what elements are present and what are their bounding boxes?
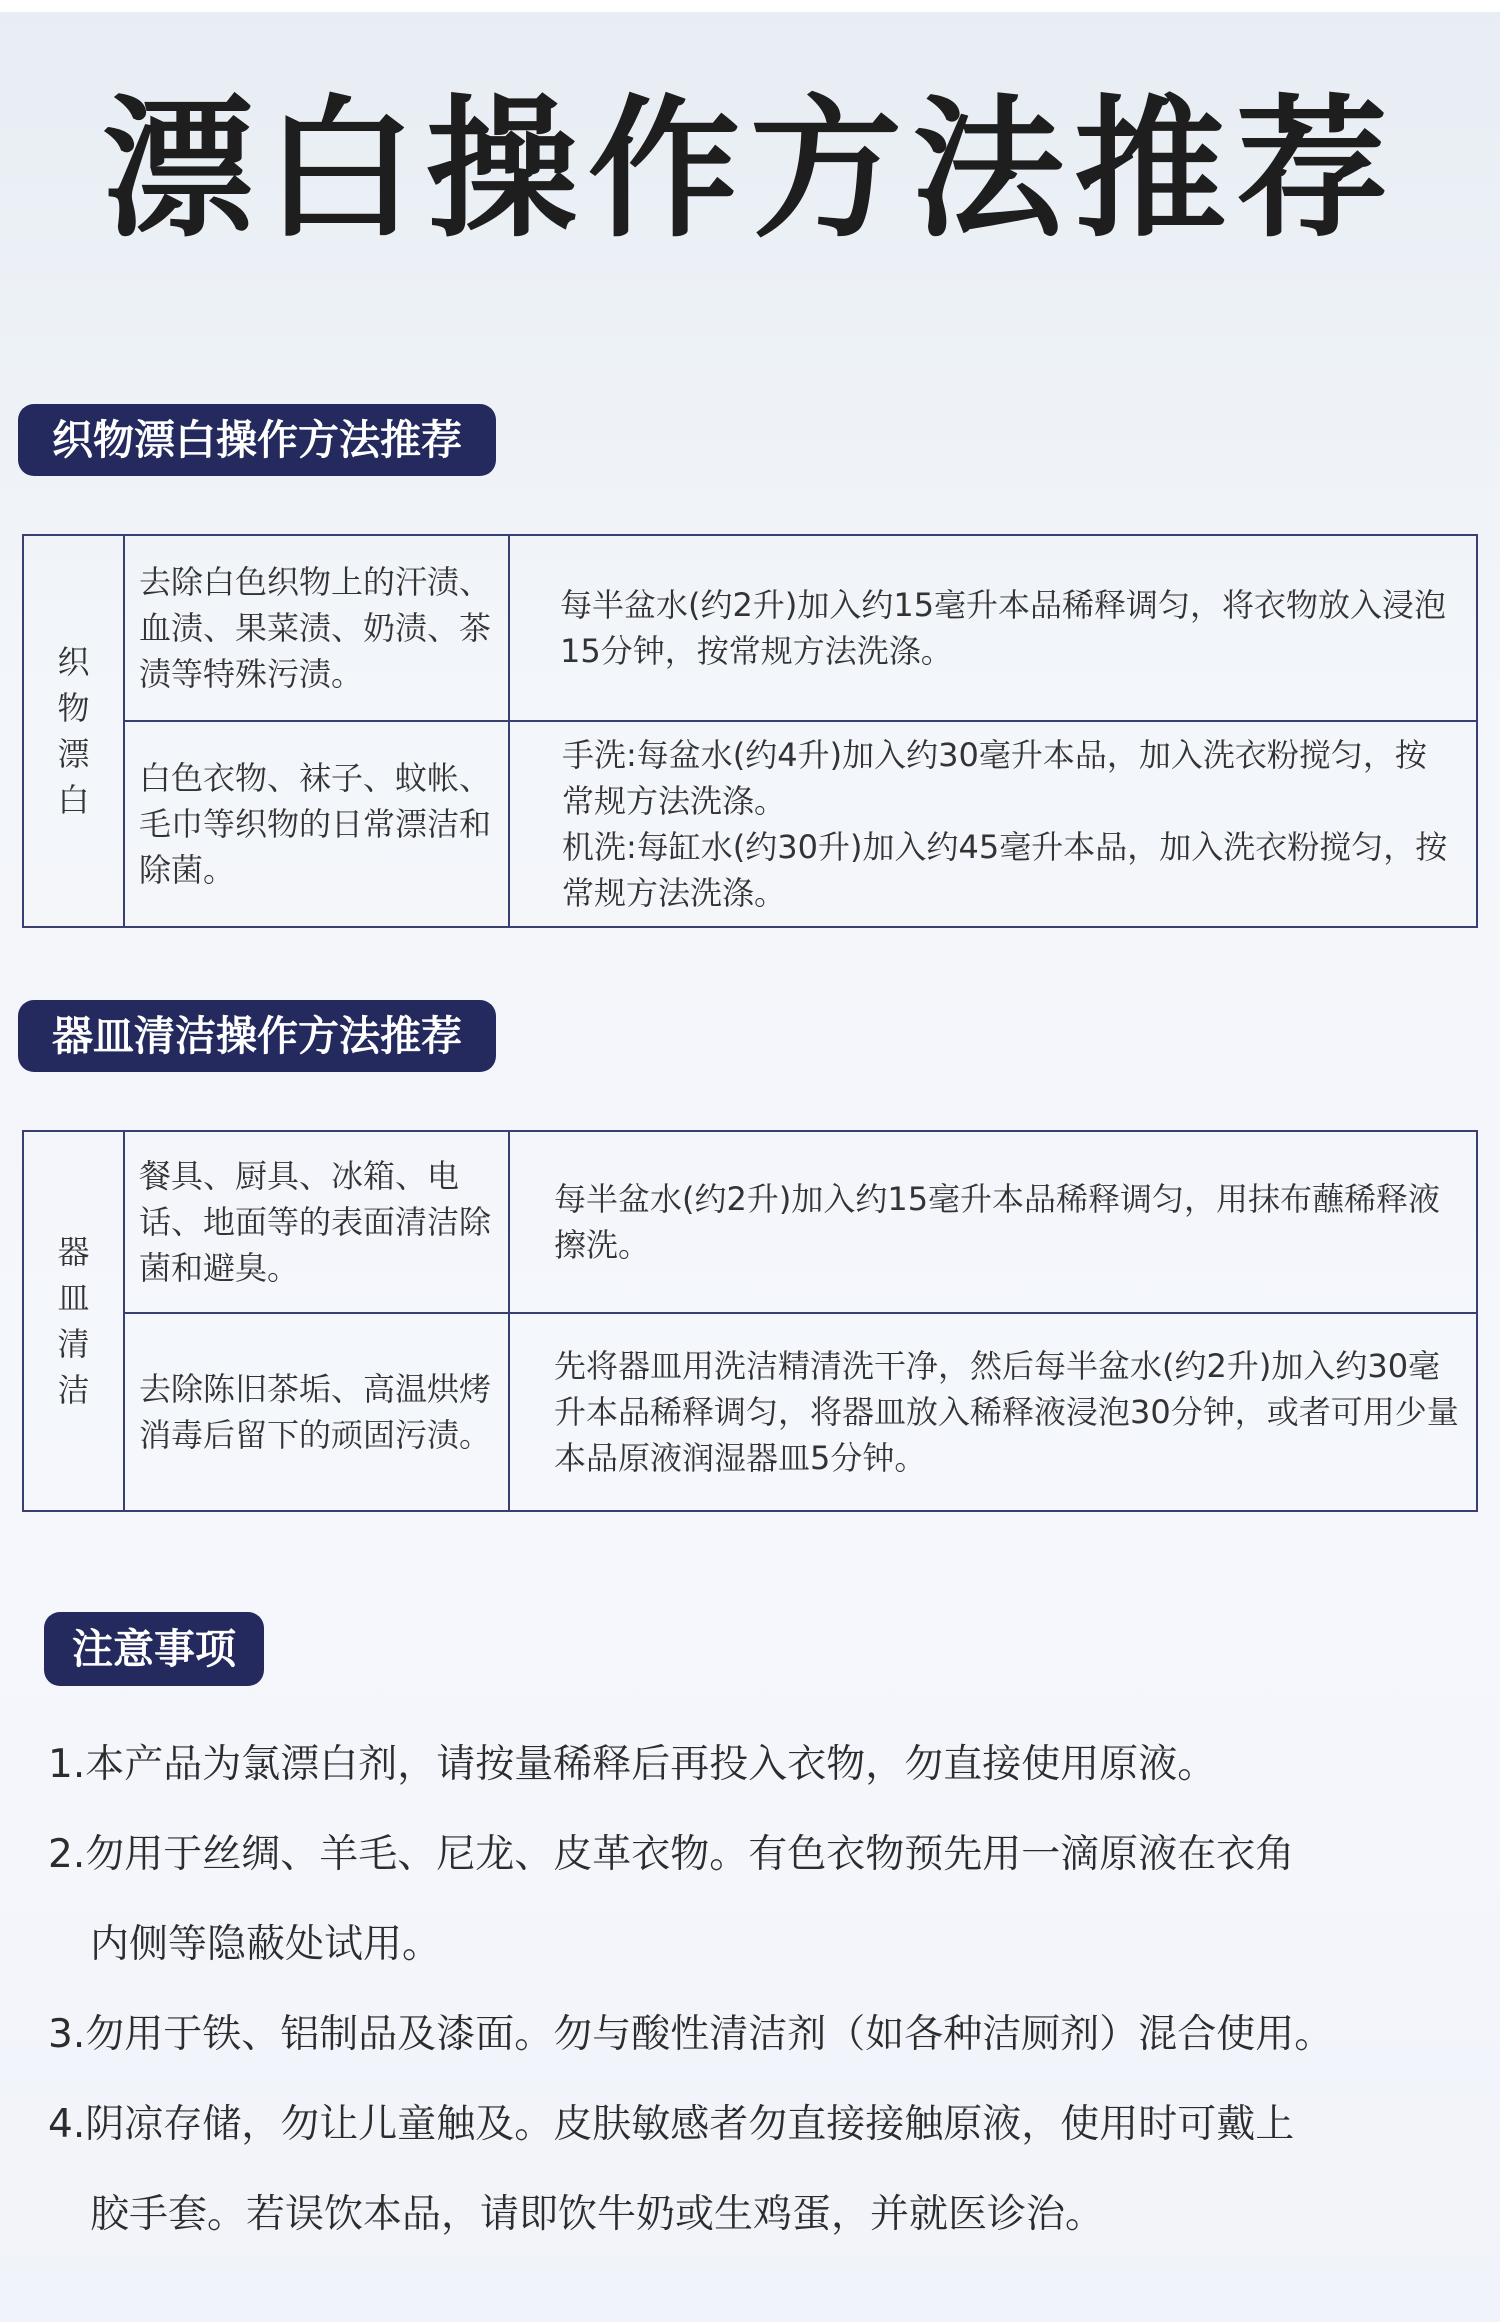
dish-table (22, 1130, 1478, 1512)
note-3-line: 3.勿用于铁、铝制品及漆面。勿与酸性清洁剂（如各种洁厕剂）混合使用。 (48, 2012, 1334, 2057)
dish-use-cell-1: 餐具、厨具、冰箱、电话、地面等的表面清洁除菌和避臭。 (124, 1131, 509, 1313)
note-4-continuation: 胶手套。若误饮本品，请即饮牛奶或生鸡蛋，并就医诊治。 (90, 2192, 1105, 2237)
note-2-line: 2.勿用于丝绸、羊毛、尼龙、皮革衣物。有色衣物预先用一滴原液在衣角 (48, 1832, 1295, 1877)
fabric-category-cell (23, 535, 124, 927)
page-title: 漂白操作方法推荐 (102, 81, 1398, 258)
section-pill-dish: 器皿清洁操作方法推荐 (18, 1000, 496, 1072)
fabric-method-cell-1: 每半盆水(约2升)加入约15毫升本品稀释调匀，将衣物放入浸泡15分钟，按常规方法洗涤。 (509, 535, 1477, 721)
note-item-2 (48, 1810, 1468, 1990)
note-item-4 (48, 2080, 1468, 2260)
note-item-3 (48, 1990, 1468, 2080)
top-strip (0, 0, 1500, 12)
fabric-use-cell-1: 去除白色织物上的汗渍、血渍、果菜渍、奶渍、茶渍等特殊污渍。 (124, 535, 509, 721)
dish-method-cell-1: 每半盆水(约2升)加入约15毫升本品稀释调匀，用抹布蘸稀释液擦洗。 (509, 1131, 1477, 1313)
fabric-method-cell-2 (509, 721, 1477, 927)
section-pill-notes: 注意事项 (44, 1612, 264, 1686)
note-1-line: 1.本产品为氯漂白剂，请按量稀释后再投入衣物，勿直接使用原液。 (48, 1742, 1217, 1787)
dish-category-cell (23, 1131, 124, 1511)
note-2-continuation: 内侧等隐蔽处试用。 (90, 1922, 442, 1967)
fabric-table (22, 534, 1478, 928)
note-4-line: 4.阴凉存储，勿让儿童触及。皮肤敏感者勿直接接触原液，使用时可戴上 (48, 2102, 1295, 2147)
notes-list (48, 1720, 1468, 2260)
fabric-method-machinewash: 机洗:每缸水(约30升)加入约45毫升本品，加入洗衣粉搅匀，按常规方法洗涤。 (562, 828, 1448, 912)
section-pill-fabric: 织物漂白操作方法推荐 (18, 404, 496, 476)
fabric-category-label: 织物漂白 (57, 643, 90, 819)
dish-use-cell-2: 去除陈旧茶垢、高温烘烤消毒后留下的顽固污渍。 (124, 1313, 509, 1511)
dish-method-cell-2: 先将器皿用洗洁精清洗干净，然后每半盆水(约2升)加入约30毫升本品稀释调匀，将器皿放入稀释液浸泡30分钟，或者可用少量本品原液润湿器皿5分钟。 (509, 1313, 1477, 1511)
dish-category-label: 器皿清洁 (57, 1233, 90, 1409)
fabric-method-handwash: 手洗:每盆水(约4升)加入约30毫升本品，加入洗衣粉搅匀，按常规方法洗涤。 (562, 736, 1427, 820)
note-item-1 (48, 1720, 1468, 1810)
fabric-use-cell-2: 白色衣物、袜子、蚊帐、毛巾等织物的日常漂洁和除菌。 (124, 721, 509, 927)
